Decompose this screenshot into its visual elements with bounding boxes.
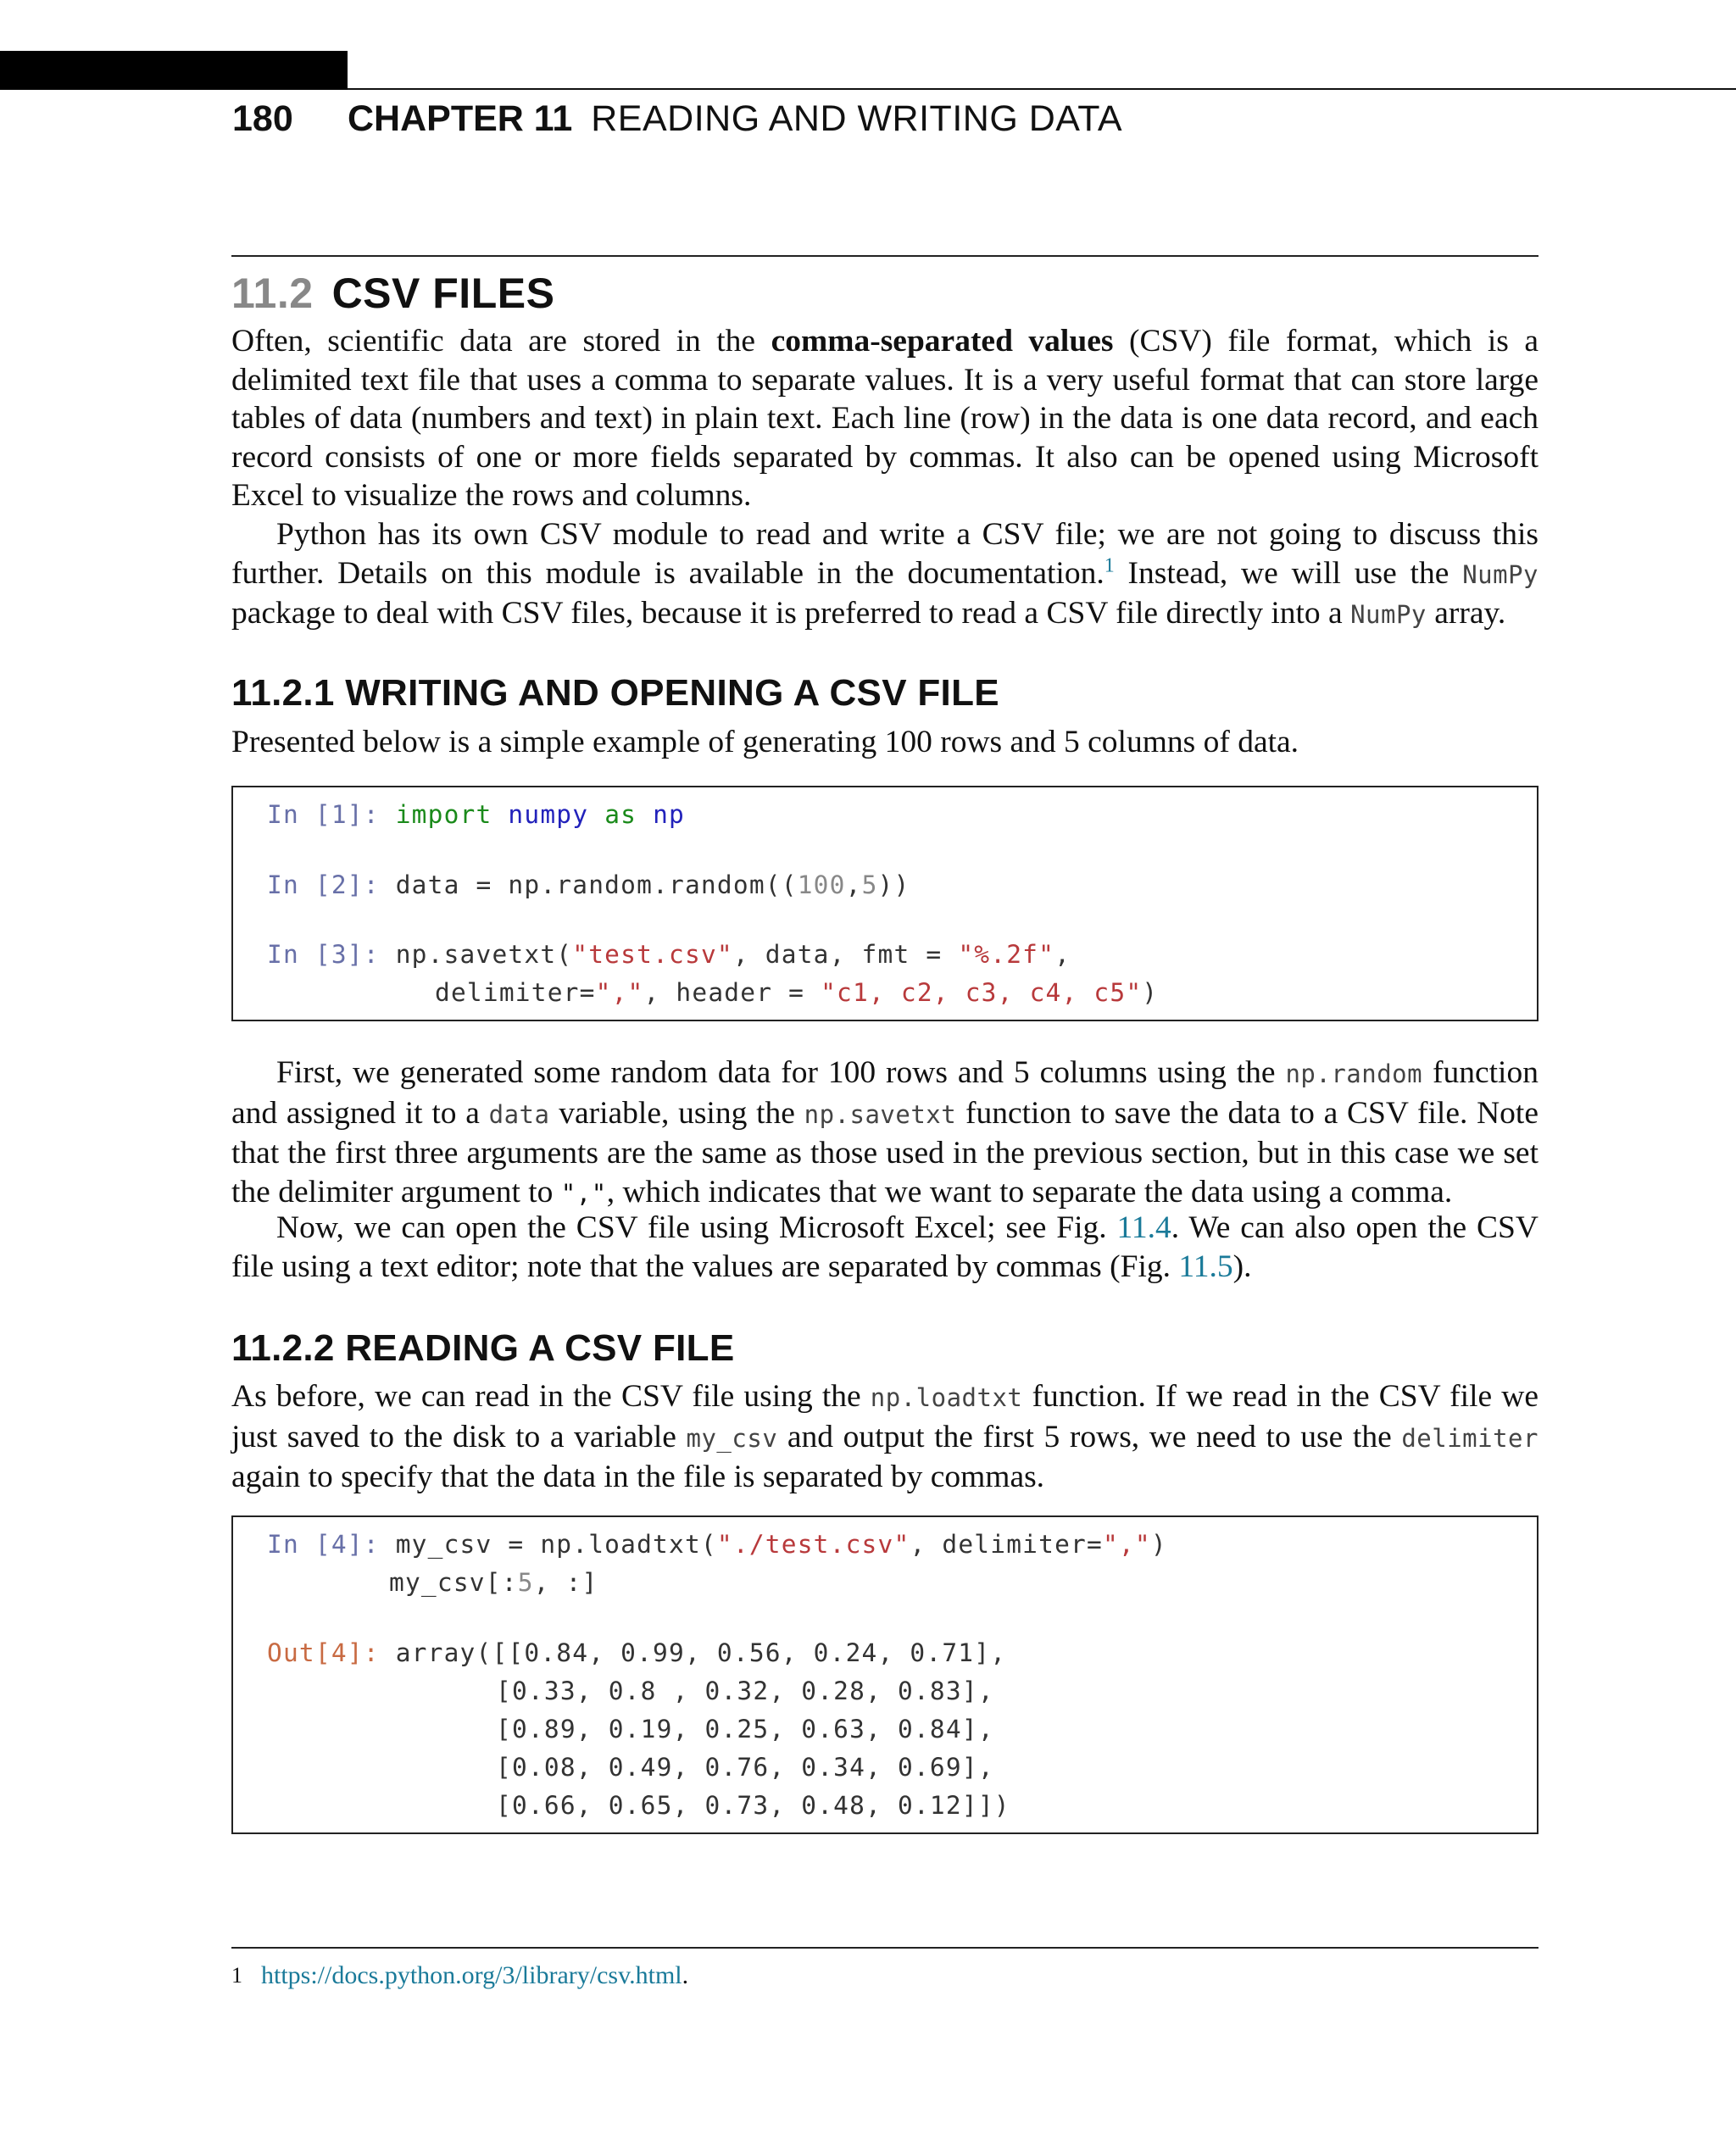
text: array. — [1426, 596, 1506, 631]
code-line — [267, 798, 685, 831]
keyword: import — [395, 800, 492, 829]
in-prompt: In [4]: — [267, 1530, 396, 1559]
footnote-link[interactable]: https://docs.python.org/3/library/csv.html — [261, 1961, 682, 1989]
output-row: [0.33, 0.8 , 0.32, 0.28, 0.83], — [496, 1677, 994, 1705]
text: again to specify that the data in the file is separated by commas. — [231, 1460, 1045, 1494]
text: package to deal with CSV files, because it is preferred to read a CSV file directly into a — [231, 596, 1351, 631]
section-title: CSV FILES — [331, 270, 555, 317]
subsection-1-paragraph-2 — [231, 1209, 1538, 1286]
text: . We can also open the CSV file using a text editor; note that the values are separated by commas (Fig. — [231, 1210, 1538, 1284]
number-literal: 5 — [517, 1568, 534, 1597]
text: Instead, we will use the — [1114, 555, 1463, 591]
number-literal: 5 — [861, 870, 878, 899]
subsection-1-paragraph-1 — [231, 1054, 1538, 1213]
text: First, we generated some random data for 100 rows and 5 columns using the — [276, 1055, 1286, 1090]
text: ). — [1232, 1248, 1252, 1284]
text: Now, we can open the CSV file using Microsoft Excel; see Fig. — [276, 1210, 1117, 1245]
chapter-title: READING AND WRITING DATA — [591, 98, 1123, 139]
chapter-label: CHAPTER 11 — [348, 98, 573, 139]
bold-term: comma-separated values — [771, 324, 1114, 359]
output-row: [0.66, 0.65, 0.73, 0.48, 0.12]]) — [496, 1791, 1010, 1820]
inline-code: my_csv — [686, 1423, 778, 1453]
string-literal: "," — [595, 978, 644, 1007]
running-head — [232, 95, 1122, 142]
subsection-heading-1: 11.2.1 WRITING AND OPENING A CSV FILE — [231, 672, 999, 714]
header-rule — [348, 88, 1736, 90]
output-row: array([[0.84, 0.99, 0.56, 0.24, 0.71], — [395, 1638, 1007, 1667]
text: function to save the data to a CSV file. Note that the first three arguments are the same as those used in the previous section, but in this case we set the delimiter argument to — [231, 1095, 1538, 1210]
header-black-bar — [0, 51, 348, 90]
text: As before, we can read in the CSV file using the — [231, 1379, 871, 1414]
in-prompt: In [2]: — [267, 870, 396, 899]
keyword: as — [604, 800, 637, 829]
string-literal: "," — [1102, 1530, 1151, 1559]
code-line: In [3]: np.savetxt("test.csv", data, fmt = "%.2f", — [267, 940, 1071, 969]
inline-code: NumPy — [1350, 600, 1427, 629]
code-block-2 — [231, 1515, 1538, 1834]
code-line: In [2]: data = np.random.random((100,5)) — [267, 870, 910, 899]
code-line: delimiter=",", header = "c1, c2, c3, c4, c5") — [435, 978, 1159, 1007]
subsection-2-paragraph-1 — [231, 1377, 1538, 1497]
string-literal: "%.2f" — [958, 940, 1055, 969]
inline-code: np.random — [1285, 1059, 1423, 1088]
subsection-heading-2: 11.2.2 READING A CSV FILE — [231, 1327, 735, 1369]
figure-link[interactable]: 11.4 — [1116, 1210, 1171, 1245]
inline-code: np.savetxt — [804, 1099, 957, 1129]
footnote-ref[interactable]: 1 — [1104, 554, 1115, 576]
section-rule — [231, 255, 1538, 257]
subsection-1-intro: Presented below is a simple example of generating 100 rows and 5 columns of data. — [231, 725, 1299, 759]
in-prompt: In [1]: — [267, 800, 396, 829]
inline-code: delimiter — [1401, 1423, 1538, 1453]
inline-code: "," — [560, 1178, 607, 1208]
inline-code: NumPy — [1462, 559, 1538, 589]
module-name: numpy — [508, 800, 589, 829]
number-literal: 100 — [797, 870, 846, 899]
text: variable, using the — [549, 1095, 804, 1131]
footnote-mark: 1 — [231, 1963, 242, 1988]
section-heading — [231, 268, 554, 319]
inline-code: data — [488, 1099, 550, 1129]
code-line: my_csv[:5, :] — [389, 1568, 598, 1597]
text: Python has its own CSV module to read and write a CSV file; we are not going to discuss this further. Details on this module is available in the documentation. — [231, 517, 1538, 591]
module-name: np — [653, 800, 686, 829]
text: . — [682, 1961, 689, 1989]
page-number: 180 — [232, 98, 293, 139]
in-prompt: In [3]: — [267, 940, 396, 969]
code-block-1 — [231, 786, 1538, 1021]
section-number: 11.2 — [231, 270, 314, 317]
text: (CSV) file format, which is a delimited text file that uses a comma to separate values. It is a very useful format that can store large tables of data (numbers and text) in plain text. Each line (row) in the data is one data record, and each record consists of one or more fields separated by commas. It also can be opened using Microsoft Excel to visualize the rows and columns. — [231, 324, 1539, 513]
output-row: [0.89, 0.19, 0.25, 0.63, 0.84], — [496, 1715, 994, 1743]
section-paragraph-1 — [231, 322, 1538, 515]
text: and output the first 5 rows, we need to use the — [777, 1419, 1402, 1454]
text: function. If we read in the CSV file we just saved to the disk to a variable — [231, 1379, 1538, 1454]
inline-code: np.loadtxt — [870, 1383, 1023, 1412]
footnote-rule — [231, 1947, 1538, 1949]
text: function and assigned it to a — [231, 1055, 1538, 1131]
code-line — [267, 1636, 1006, 1670]
footnote — [231, 1955, 688, 1997]
text: , which indicates that we want to separate the data using a comma. — [606, 1174, 1453, 1210]
string-literal: "c1, c2, c3, c4, c5" — [821, 978, 1143, 1007]
code-line: In [4]: my_csv = np.loadtxt("./test.csv", delimiter=",") — [267, 1530, 1167, 1559]
section-paragraph-2 — [231, 515, 1538, 635]
figure-link[interactable]: 11.5 — [1178, 1248, 1233, 1284]
string-literal: "test.csv" — [572, 940, 733, 969]
text: Often, scientific data are stored in the — [231, 324, 771, 359]
string-literal: "./test.csv" — [716, 1530, 910, 1559]
output-row: [0.08, 0.49, 0.76, 0.34, 0.69], — [496, 1753, 994, 1782]
out-prompt: Out[4]: — [267, 1638, 396, 1667]
